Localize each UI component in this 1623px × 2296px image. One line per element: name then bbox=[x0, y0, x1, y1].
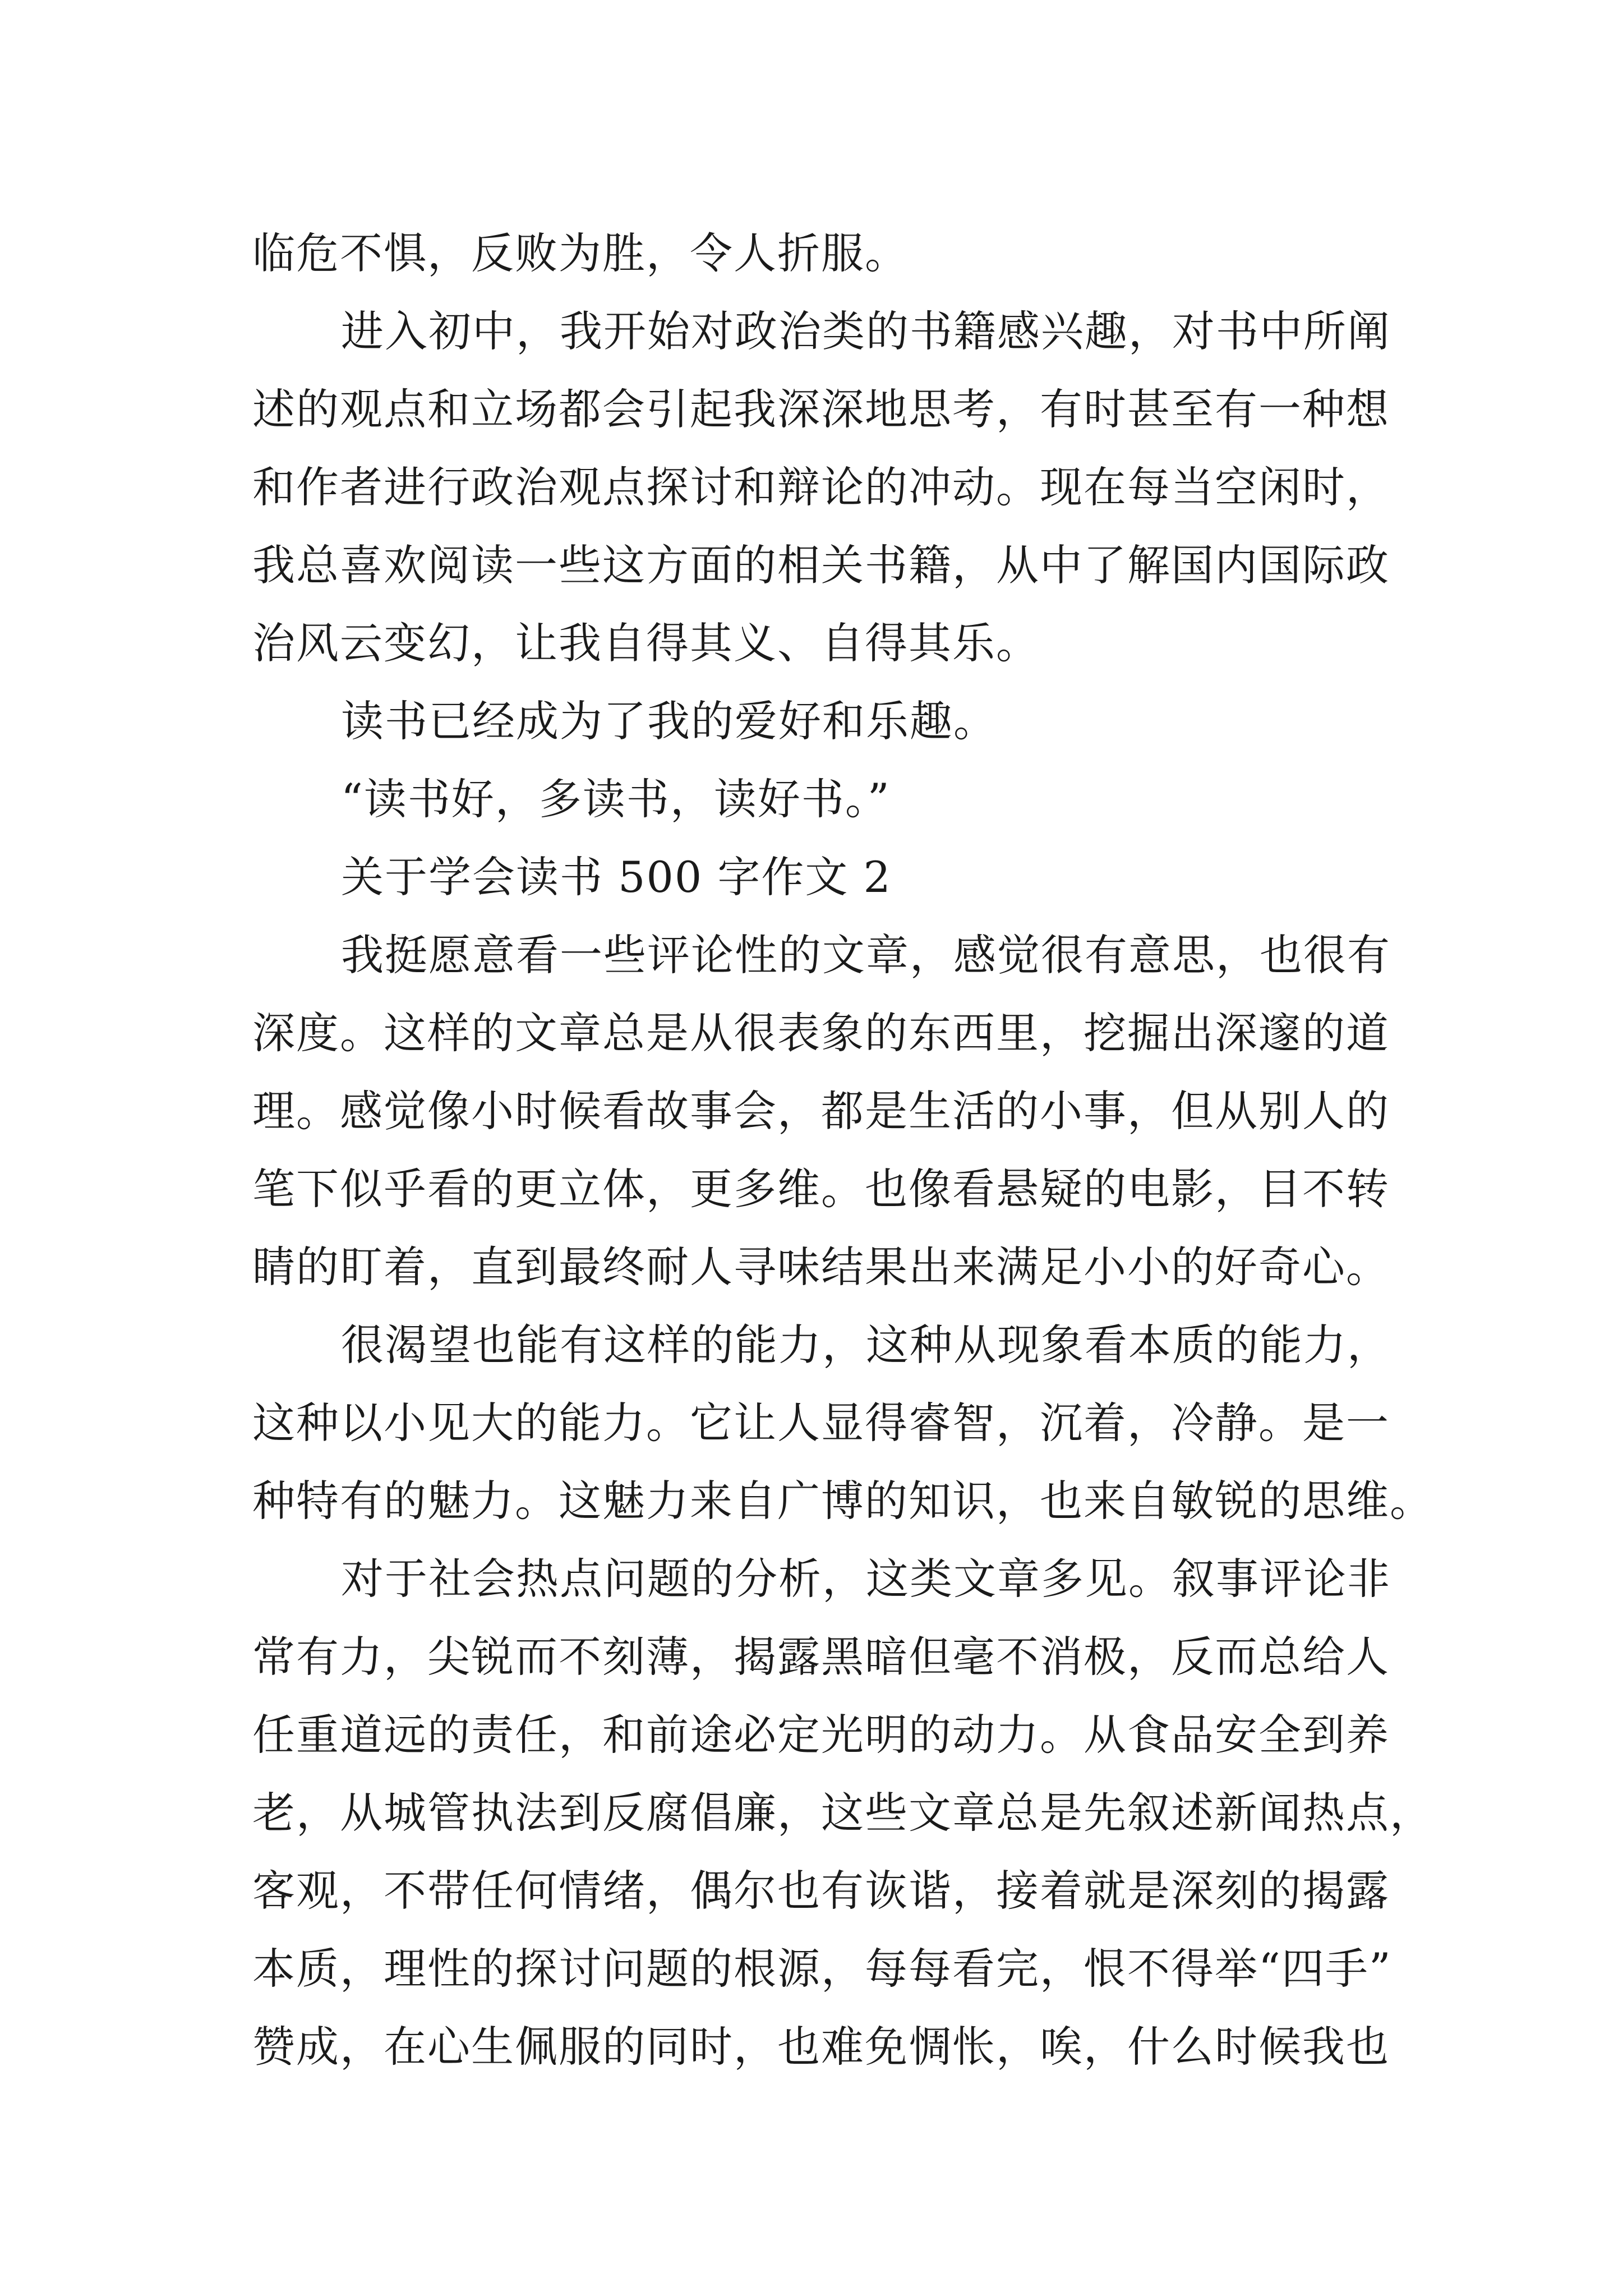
paragraph-start-line: 读书已经成为了我的爱好和乐趣。 bbox=[341, 696, 997, 746]
text-line: 睛的盯着，直到最终耐人寻味结果出来满足小小的好奇心。 bbox=[252, 1242, 1390, 1292]
text-line: 我总喜欢阅读一些这方面的相关书籍，从中了解国内国际政 bbox=[252, 540, 1390, 590]
text-line: 深度。这样的文章总是从很表象的东西里，挖掘出深邃的道 bbox=[252, 1008, 1390, 1058]
text-line: 老，从城管执法到反腐倡廉，这些文章总是先叙述新闻热点， bbox=[252, 1788, 1433, 1838]
text-line: 本质，理性的探讨问题的根源，每每看完，恨不得举“四手” bbox=[252, 1944, 1392, 1994]
text-line: 理。感觉像小时候看故事会，都是生活的小事，但从别人的 bbox=[252, 1086, 1390, 1136]
text-line: 常有力，尖锐而不刻薄，揭露黑暗但毫不消极，反而总给人 bbox=[252, 1632, 1390, 1682]
body-text bbox=[252, 214, 1433, 2086]
paragraph-start-line: 我挺愿意看一些评论性的文章，感觉很有意思，也很有 bbox=[341, 930, 1391, 980]
text-line: 种特有的魅力。这魅力来自广博的知识，也来自敏锐的思维。 bbox=[252, 1476, 1433, 1526]
text-line: 客观，不带任何情绪，偶尔也有诙谐，接着就是深刻的揭露 bbox=[252, 1866, 1390, 1916]
text-line: 治风云变幻，让我自得其义、自得其乐。 bbox=[252, 618, 1040, 668]
paragraph-start-line: 很渴望也能有这样的能力，这种从现象看本质的能力， bbox=[341, 1320, 1391, 1370]
text-line: 述的观点和立场都会引起我深深地思考，有时甚至有一种想 bbox=[252, 384, 1390, 434]
section-heading: 关于学会读书 500 字作文 2 bbox=[341, 852, 892, 902]
text-line: 和作者进行政治观点探讨和辩论的冲动。现在每当空闲时， bbox=[252, 462, 1390, 512]
paragraph-start-line: “读书好，多读书，读好书。” bbox=[341, 774, 891, 824]
text-line: 任重道远的责任，和前途必定光明的动力。从食品安全到养 bbox=[252, 1710, 1390, 1760]
text-line: 笔下似乎看的更立体，更多维。也像看悬疑的电影，目不转 bbox=[252, 1164, 1390, 1214]
paragraph-start-line: 进入初中，我开始对政治类的书籍感兴趣，对书中所阐 bbox=[341, 306, 1391, 356]
text-line: 临危不惧，反败为胜，令人折服。 bbox=[252, 228, 909, 278]
text-line: 赞成，在心生佩服的同时，也难免惆怅，唉，什么时候我也 bbox=[252, 2022, 1390, 2072]
text-line: 这种以小见大的能力。它让人显得睿智，沉着，冷静。是一 bbox=[252, 1398, 1390, 1448]
paragraph-start-line: 对于社会热点问题的分析，这类文章多见。叙事评论非 bbox=[341, 1554, 1391, 1604]
